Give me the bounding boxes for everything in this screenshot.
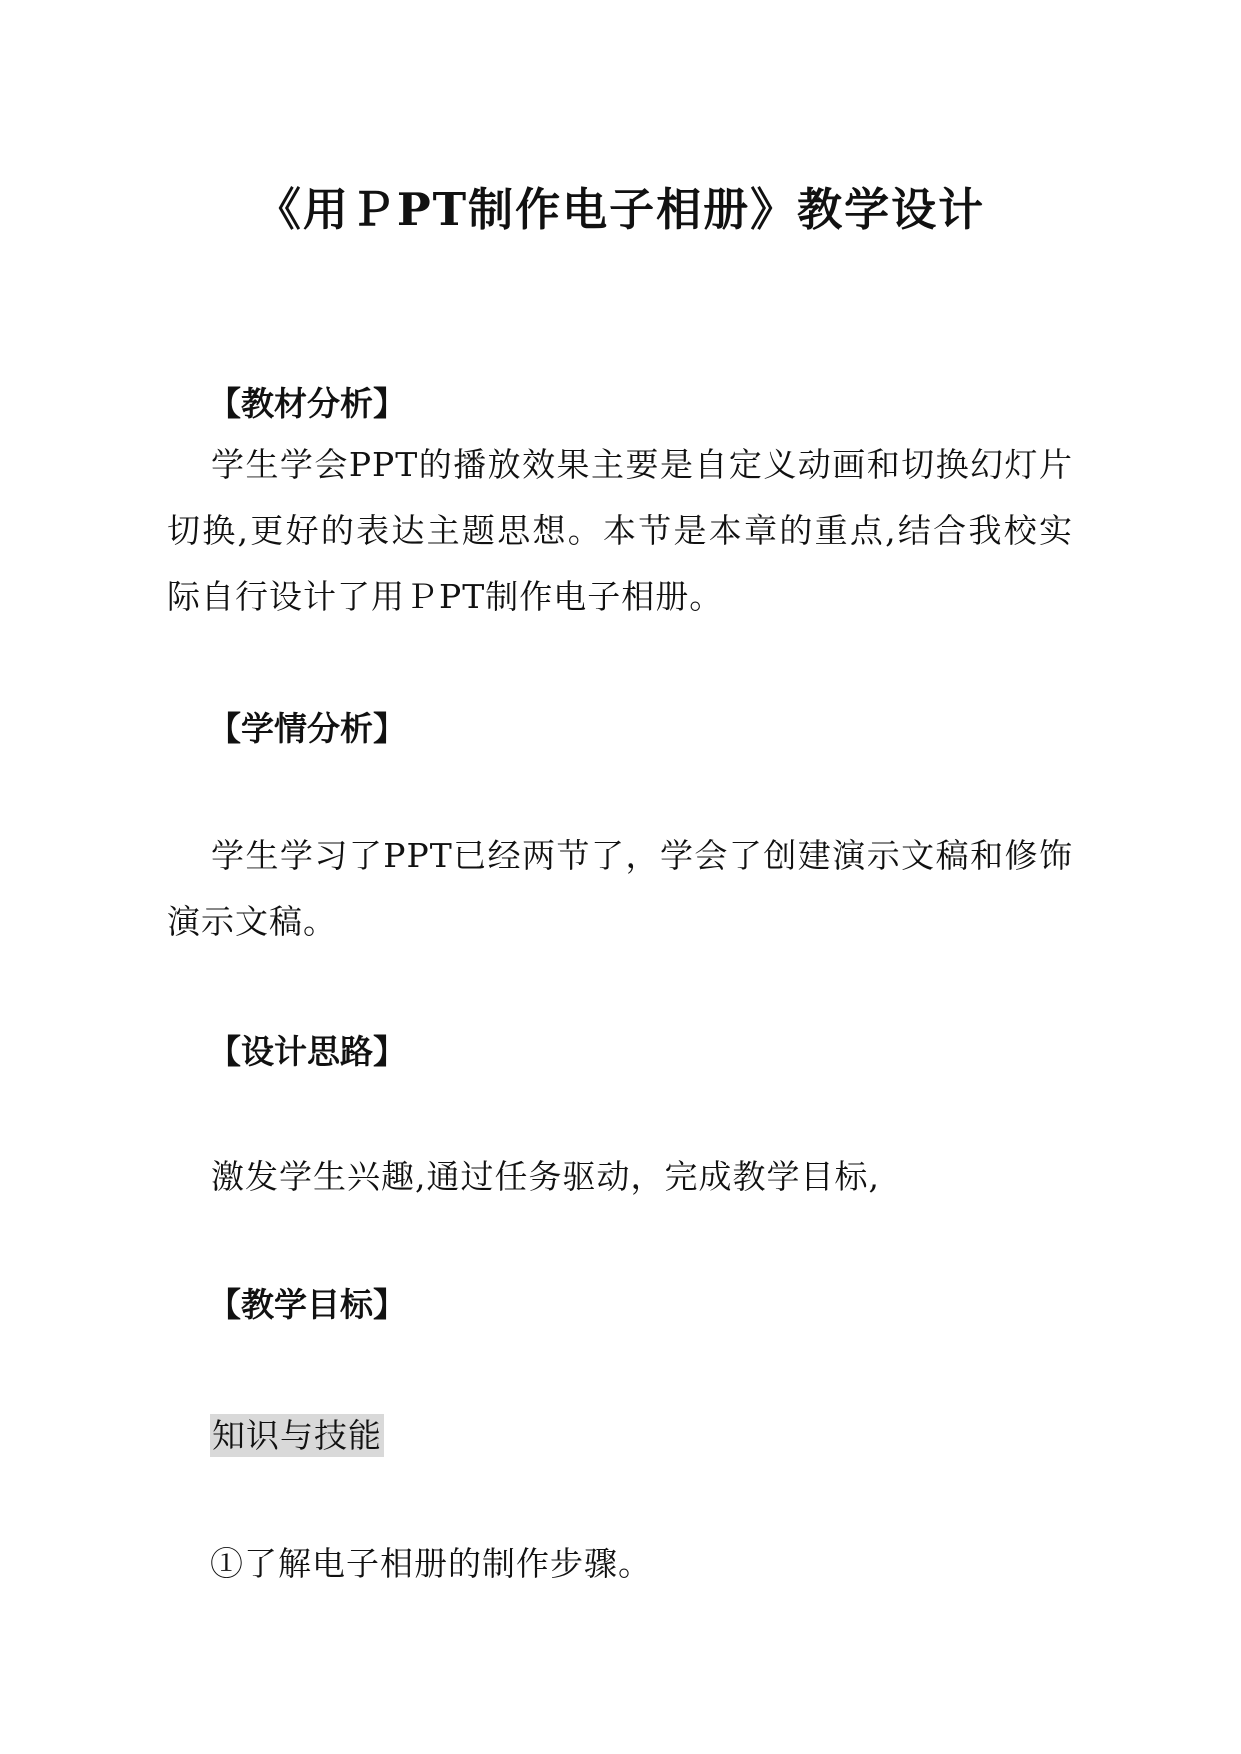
section-heading-learner-analysis: 【学情分析】 xyxy=(208,709,406,748)
section-heading-teaching-goals: 【教学目标】 xyxy=(208,1285,406,1324)
document-title: 《用ＰPT制作电子相册》教学设计 xyxy=(255,183,986,236)
highlighted-text: 知识与技能 xyxy=(212,1416,382,1455)
section-body-learner-analysis: 学生学习了PPT已经两节了，学会了创建演示文稿和修饰演示文稿。 xyxy=(167,836,1073,941)
section-body-textbook-analysis: 学生学会PPT的播放效果主要是自定义动画和切换幻灯片切换,更好的表达主题思想。本节是本章的重点,结合我校实际自行设计了用ＰPT制作电子相册。 xyxy=(167,445,1073,616)
section-heading-textbook-analysis: 【教材分析】 xyxy=(208,384,406,423)
section-heading-design-idea: 【设计思路】 xyxy=(208,1032,406,1071)
section-body-design-idea: 激发学生兴趣,通过任务驱动，完成教学目标, xyxy=(211,1157,880,1196)
goal-item-1: ①了解电子相册的制作步骤。 xyxy=(210,1544,652,1583)
subheading-knowledge-skills xyxy=(210,1414,384,1458)
